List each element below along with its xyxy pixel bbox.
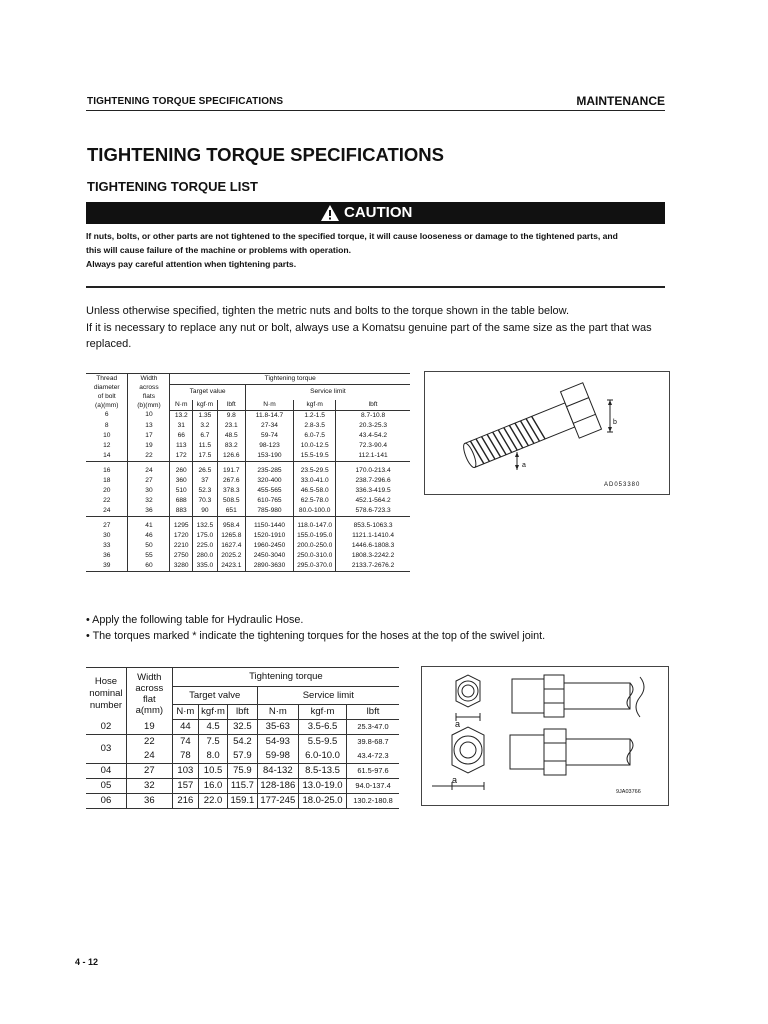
table-cell: 54-93 <box>257 735 298 750</box>
table-row <box>86 764 399 779</box>
table-cell: 72.3-90.4 <box>336 441 410 451</box>
table-cell: 10.5 <box>198 764 227 779</box>
table-cell: 2750 <box>170 551 193 561</box>
table-cell: 6.7 <box>193 431 218 441</box>
running-header-chapter: MAINTENANCE <box>576 94 665 108</box>
table-cell: 24 <box>126 749 172 764</box>
unit-header: N·m <box>172 705 198 720</box>
unit-header: N·m <box>257 705 298 720</box>
table-cell: 94.0-137.4 <box>347 779 399 794</box>
table-cell: 216 <box>172 794 198 809</box>
table-cell: 48.5 <box>217 431 245 441</box>
table-cell: 22 <box>128 451 170 462</box>
table-cell: 27 <box>103 521 111 529</box>
table-cell: 36 <box>103 551 111 559</box>
table-cell: 267.6 <box>217 476 245 486</box>
table-cell: 35-63 <box>257 720 298 735</box>
table-cell: 52.3 <box>193 486 218 496</box>
table-cell: 610-765 <box>245 496 293 506</box>
table-cell: 60 <box>128 561 170 572</box>
caution-line: Always pay careful attention when tightening parts. <box>86 259 297 269</box>
header-width-across-flat: Width across flat a(mm) <box>126 668 172 720</box>
table-cell: 8.7-10.8 <box>336 410 410 421</box>
table-cell: 3.2 <box>193 421 218 431</box>
table-cell: 958.4 <box>217 521 245 531</box>
warning-icon <box>320 204 340 222</box>
unit-header: lbft <box>217 400 245 411</box>
hose-torque-table <box>86 667 399 809</box>
table-cell: 455-565 <box>245 486 293 496</box>
caution-line: If nuts, bolts, or other parts are not tightened to the specified torque, it will cause looseness or damage to the tightened parts, and <box>86 231 618 241</box>
table-cell: 23.5-29.5 <box>294 466 336 476</box>
table-cell: 177-245 <box>257 794 298 809</box>
unit-header: kgf·m <box>294 400 336 411</box>
page-number: 4 - 12 <box>75 957 99 967</box>
table-cell: 159.1 <box>228 794 257 809</box>
table-cell: 84-132 <box>257 764 298 779</box>
unit-header: lbft <box>228 705 257 720</box>
table-cell: 452.1-564.2 <box>336 496 410 506</box>
table-cell: 39 <box>86 561 128 572</box>
header-target-valve: Target valve <box>172 687 257 705</box>
table-cell: 32 <box>126 779 172 794</box>
table-cell: 260 <box>170 466 193 476</box>
table-cell: 238.7-296.6 <box>336 476 410 486</box>
table-cell: 24 <box>86 506 128 517</box>
header-rule <box>86 110 665 111</box>
table-cell: 20 <box>103 486 111 494</box>
table-cell: 157 <box>172 779 198 794</box>
table-cell: 62.5-78.0 <box>294 496 336 506</box>
table-cell: 36 <box>126 794 172 809</box>
running-header-section: TIGHTENING TORQUE SPECIFICATIONS <box>87 96 284 107</box>
page-title: TIGHTENING TORQUE SPECIFICATIONS <box>87 144 445 165</box>
table-cell: 55 <box>128 551 170 561</box>
table-cell: 04 <box>86 764 126 779</box>
table-cell: 280.0 <box>193 551 218 561</box>
table-cell: 27-34 <box>245 421 293 431</box>
table-row <box>86 506 410 517</box>
table-cell: 132.5 <box>193 521 218 531</box>
table-cell: 118.0-147.0 <box>294 521 336 531</box>
table-cell: 20.3-25.3 <box>336 421 410 431</box>
table-cell: 1627.4 <box>217 541 245 551</box>
table-row <box>86 521 410 531</box>
table-cell: 10 <box>103 431 111 439</box>
table-cell: 360 <box>170 476 193 486</box>
intro-line: replaced. <box>86 338 132 350</box>
table-cell: 225.0 <box>193 541 218 551</box>
unit-header: kgf·m <box>299 705 347 720</box>
intro-line: If it is necessary to replace any nut or bolt, always use a Komatsu genuine part of the same size as the part that was <box>86 321 652 334</box>
header-hose-number: Hose nominal number <box>86 668 126 720</box>
hose-fitting-drawing <box>422 667 668 805</box>
table-cell: 1265.8 <box>217 531 245 541</box>
table-cell: 6.0-10.0 <box>299 749 347 764</box>
table-cell: 378.3 <box>217 486 245 496</box>
table-cell: 8.0 <box>198 749 227 764</box>
table-cell: 320-400 <box>245 476 293 486</box>
table-cell: 1150-1440 <box>245 521 293 531</box>
table-row <box>86 531 410 541</box>
table-row <box>86 441 410 451</box>
header-thread-diameter: Thread diameter of bolt (a)(mm) <box>86 374 128 411</box>
table-cell: 170.0-213.4 <box>336 466 410 476</box>
table-cell: 126.6 <box>217 451 245 462</box>
hose-fitting-diagram <box>421 666 669 806</box>
table-cell: 13.0-19.0 <box>299 779 347 794</box>
table-cell: 335.0 <box>193 561 218 572</box>
table-cell: 05 <box>86 779 126 794</box>
unit-header: lbft <box>336 400 410 411</box>
table-cell: 41 <box>128 521 170 531</box>
table-row <box>86 794 399 809</box>
table-cell: 336.3-419.5 <box>336 486 410 496</box>
table-cell: 688 <box>170 496 193 506</box>
table-cell: 508.5 <box>217 496 245 506</box>
table-cell: 10.0-12.5 <box>294 441 336 451</box>
table-cell: 1808.3-2242.2 <box>336 551 410 561</box>
intro-paragraph <box>86 303 676 353</box>
table-row <box>86 466 410 476</box>
table-cell: 54.2 <box>228 735 257 750</box>
table-row <box>86 451 410 462</box>
table-cell: 18 <box>103 476 111 484</box>
table-cell: 70.3 <box>193 496 218 506</box>
table-cell: 11.5 <box>193 441 218 451</box>
table-cell: 31 <box>170 421 193 431</box>
table-cell: 3.5-6.5 <box>299 720 347 735</box>
table-cell: 155.0-195.0 <box>294 531 336 541</box>
table-cell: 10 <box>128 410 170 421</box>
table-cell: 33 <box>103 541 111 549</box>
table-cell: 11.8-14.7 <box>245 410 293 421</box>
table-cell: 22 <box>103 496 111 504</box>
notes-list <box>86 612 545 644</box>
table-cell: 130.2-180.8 <box>347 794 399 809</box>
bolt-diagram <box>424 371 670 495</box>
table-cell: 853.5-1063.3 <box>336 521 410 531</box>
table-cell: 78 <box>172 749 198 764</box>
table-cell: 33.0-41.0 <box>294 476 336 486</box>
table-cell: 57.9 <box>228 749 257 764</box>
table-cell: 250.0-310.0 <box>294 551 336 561</box>
bolt-torque-table <box>86 373 410 572</box>
table-cell: 46 <box>128 531 170 541</box>
table-cell: 12 <box>103 441 111 449</box>
figure-code: 9JA03766 <box>616 789 641 795</box>
header-service-limit: Service limit <box>257 687 399 705</box>
table-cell: 200.0-250.0 <box>294 541 336 551</box>
table-row <box>86 410 410 421</box>
table-row <box>86 541 410 551</box>
table-row <box>86 551 410 561</box>
unit-header: kgf·m <box>193 400 218 411</box>
table-cell: 32 <box>128 496 170 506</box>
table-cell: 6.0-7.5 <box>294 431 336 441</box>
unit-header: N·m <box>170 400 193 411</box>
table-cell: 2890-3630 <box>245 561 293 572</box>
header-service-limit: Service limit <box>245 385 410 400</box>
table-cell: 06 <box>86 794 126 809</box>
table-cell: 13.2 <box>170 410 193 421</box>
table-cell: 4.5 <box>198 720 227 735</box>
table-cell: 3280 <box>170 561 193 572</box>
table-cell: 2133.7-2676.2 <box>336 561 410 572</box>
table-cell: 66 <box>170 431 193 441</box>
unit-header: lbft <box>347 705 399 720</box>
table-cell: 74 <box>172 735 198 750</box>
figure-code: AD053380 <box>604 482 641 488</box>
table-cell: 2210 <box>170 541 193 551</box>
table-cell: 2450-3040 <box>245 551 293 561</box>
table-cell: 59-98 <box>257 749 298 764</box>
table-cell: 43.4-72.3 <box>347 749 399 764</box>
table-cell: 39.8-68.7 <box>347 735 399 750</box>
table-cell: 27 <box>128 476 170 486</box>
table-cell: 43.4-54.2 <box>336 431 410 441</box>
note-item: • Apply the following table for Hydraulic Hose. <box>86 614 304 626</box>
table-cell: 23.1 <box>217 421 245 431</box>
table-cell: 1446.6-1808.3 <box>336 541 410 551</box>
table-cell: 80.0-100.0 <box>294 506 336 517</box>
table-cell: 6 <box>104 411 109 419</box>
table-cell: 1.2-1.5 <box>294 410 336 421</box>
table-cell: 16 <box>103 466 111 474</box>
unit-header: N·m <box>245 400 293 411</box>
dimension-label-a: a <box>522 462 526 469</box>
table-cell: 83.2 <box>217 441 245 451</box>
table-cell: 24 <box>128 466 170 476</box>
table-cell: 98-123 <box>245 441 293 451</box>
table-cell: 36 <box>128 506 170 517</box>
table-cell: 115.7 <box>228 779 257 794</box>
header-tightening-torque: Tightening torque <box>170 374 410 385</box>
table-cell: 17 <box>128 431 170 441</box>
table-cell: 191.7 <box>217 466 245 476</box>
bolt-drawing <box>425 372 669 494</box>
table-cell: 14 <box>86 451 128 462</box>
table-cell: 175.0 <box>193 531 218 541</box>
table-cell: 75.9 <box>228 764 257 779</box>
table-cell: 02 <box>86 720 126 735</box>
table-cell: 46.5-58.0 <box>294 486 336 496</box>
table-cell: 30 <box>128 486 170 496</box>
table-cell: 153-190 <box>245 451 293 462</box>
table-cell: 50 <box>128 541 170 551</box>
table-cell: 03 <box>86 735 126 764</box>
table-cell: 17.5 <box>193 451 218 462</box>
table-cell: 1121.1-1410.4 <box>336 531 410 541</box>
header-width-across-flats: Width across flats (b)(mm) <box>128 374 170 411</box>
table-cell: 172 <box>170 451 193 462</box>
section-subtitle: TIGHTENING TORQUE LIST <box>87 179 258 194</box>
table-cell: 16.0 <box>198 779 227 794</box>
dimension-label-a: a <box>452 775 458 785</box>
table-cell: 5.5-9.5 <box>299 735 347 750</box>
table-cell: 30 <box>103 531 111 539</box>
table-cell: 1720 <box>170 531 193 541</box>
header-tightening-torque: Tightening torque <box>172 668 399 687</box>
table-cell: 883 <box>170 506 193 517</box>
caution-line: this will cause failure of the machine or problems with operation. <box>86 245 352 255</box>
table-cell: 2423.1 <box>217 561 245 572</box>
table-cell: 103 <box>172 764 198 779</box>
table-cell: 112.1-141 <box>336 451 410 462</box>
unit-header: kgf·m <box>198 705 227 720</box>
table-cell: 90 <box>193 506 218 517</box>
dimension-label-a: a <box>455 719 461 729</box>
table-cell: 8.5-13.5 <box>299 764 347 779</box>
table-row <box>86 496 410 506</box>
table-cell: 651 <box>217 506 245 517</box>
caution-label: CAUTION <box>344 204 413 221</box>
table-cell: 785-980 <box>245 506 293 517</box>
table-cell: 27 <box>126 764 172 779</box>
intro-line: Unless otherwise specified, tighten the metric nuts and bolts to the torque shown in the table below. <box>86 305 570 317</box>
table-cell: 13 <box>128 421 170 431</box>
table-cell: 22.0 <box>198 794 227 809</box>
table-cell: 25.3-47.0 <box>347 720 399 735</box>
table-cell: 18.0-25.0 <box>299 794 347 809</box>
table-cell: 19 <box>128 441 170 451</box>
table-row <box>86 431 410 441</box>
table-cell: 128-186 <box>257 779 298 794</box>
table-cell: 7.5 <box>198 735 227 750</box>
table-cell: 1.35 <box>193 410 218 421</box>
table-cell: 44 <box>172 720 198 735</box>
table-cell: 59-74 <box>245 431 293 441</box>
table-row <box>86 486 410 496</box>
table-cell: 9.8 <box>217 410 245 421</box>
table-cell: 295.0-370.0 <box>294 561 336 572</box>
table-cell: 578.6-723.3 <box>336 506 410 517</box>
table-cell: 32.5 <box>228 720 257 735</box>
table-cell: 1520-1910 <box>245 531 293 541</box>
dimension-label-b: b <box>613 419 617 426</box>
table-row <box>86 476 410 486</box>
table-row <box>86 779 399 794</box>
table-cell: 510 <box>170 486 193 496</box>
table-cell: 19 <box>126 720 172 735</box>
table-cell: 15.5-19.5 <box>294 451 336 462</box>
table-cell: 235-285 <box>245 466 293 476</box>
table-cell: 22 <box>126 735 172 750</box>
header-target-value: Target value <box>170 385 245 400</box>
table-cell: 8 <box>104 421 109 429</box>
table-cell: 1295 <box>170 521 193 531</box>
table-row <box>86 561 410 572</box>
table-cell: 61.5-97.6 <box>347 764 399 779</box>
table-cell: 113 <box>170 441 193 451</box>
table-row <box>86 421 410 431</box>
caution-text <box>86 229 671 271</box>
note-item: • The torques marked * indicate the tightening torques for the hoses at the top of the swivel joint. <box>86 630 546 642</box>
table-cell: 2025.2 <box>217 551 245 561</box>
table-cell: 2.8-3.5 <box>294 421 336 431</box>
caution-rule <box>86 286 665 288</box>
table-cell: 26.5 <box>193 466 218 476</box>
table-cell: 37 <box>193 476 218 486</box>
table-cell: 1960-2450 <box>245 541 293 551</box>
